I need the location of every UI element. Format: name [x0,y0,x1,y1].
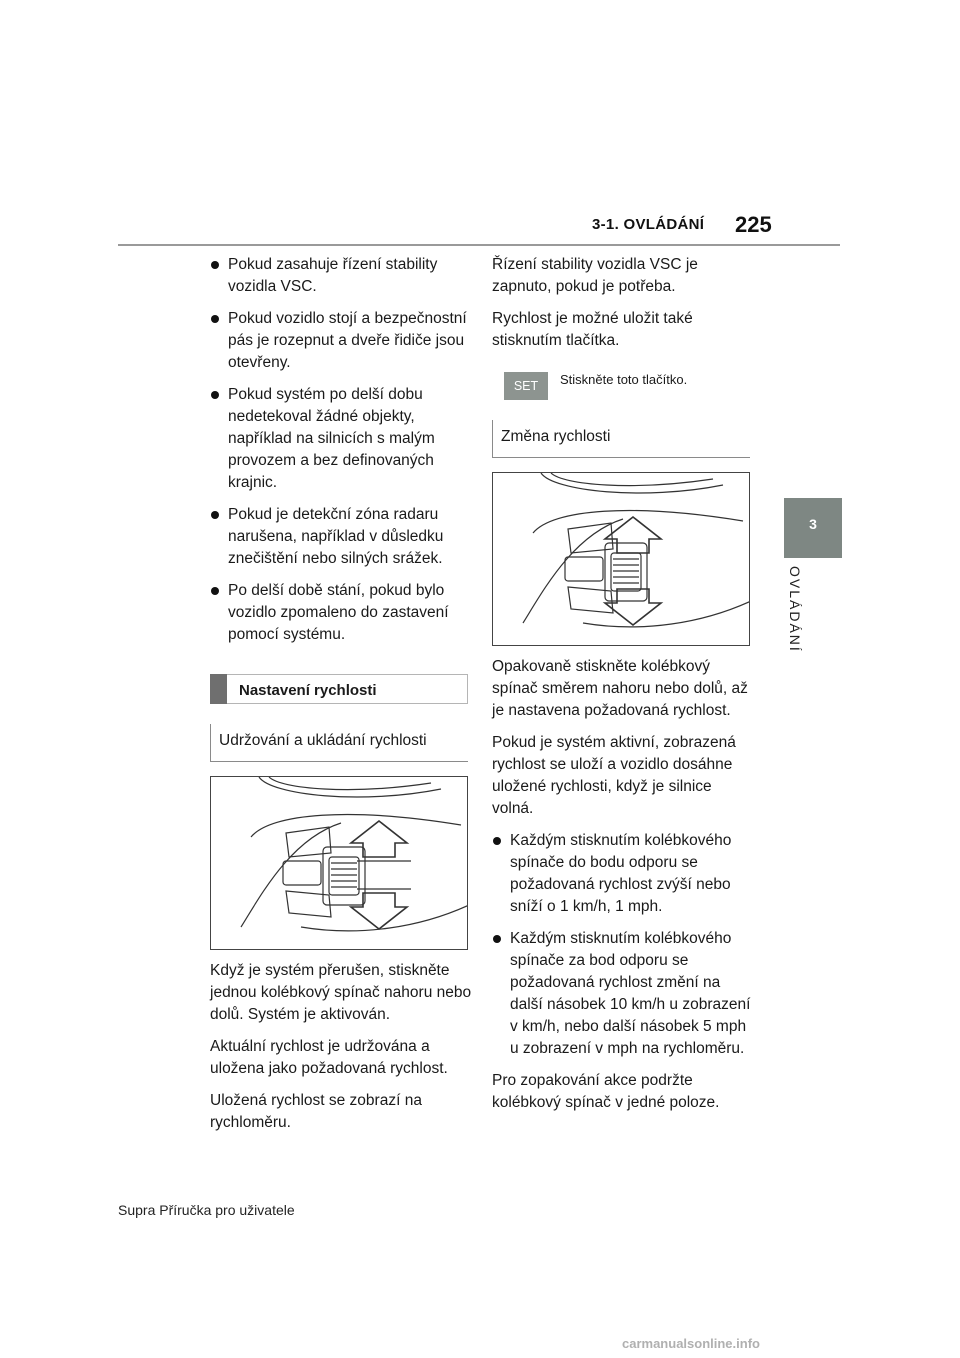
watermark: carmanualsonline.info [622,1336,760,1351]
set-button-row [504,366,754,406]
paragraph: Řízení stability vozidla VSC je zapnuto, pokud je potřeba. [492,256,698,295]
chapter-tab [784,498,842,558]
paragraph: Aktuální rychlost je udržována a uložena jako požadovaná rychlost. [210,1038,448,1077]
paragraph: Pokud je systém aktivní, zobrazená rychlost se uloží a vozidlo dosáhne uložené rychlosti, když je silnice volná. [492,734,736,817]
list-item: Po delší době stání, pokud bylo vozidlo zpomaleno do zastavení pomocí systému. [210,580,472,646]
subheading-maintain-speed: Udržování a ukládání rychlosti [210,724,468,762]
chapter-number: 3 [809,516,817,532]
header-divider [118,244,840,246]
paragraph: Opakovaně stiskněte kolébkový spínač směrem nahoru nebo dolů, až je nastavena požadovaná rychlost. [492,658,748,719]
list-item: Pokud systém po delší dobu nedetekoval žádné objekty, například na silnicích s malým provozem a bez definovaných krajnic. [210,384,472,494]
section-heading-label: Nastavení rychlosti [239,682,377,699]
section-heading [210,674,468,704]
list-item: Pokud zasahuje řízení stability vozidla VSC. [210,254,472,298]
page-number: 225 [735,212,772,237]
left-column [210,254,472,1144]
steering-wheel-switch-illustration [492,472,750,646]
set-button-description: Stiskněte toto tlačítko. [560,372,688,387]
rocker-switch-drawing [493,473,750,646]
steering-wheel-switch-illustration [210,776,468,950]
set-button-icon: SET [504,372,548,400]
chapter-label: OVLÁDÁNÍ [787,566,803,653]
footer-manual-title: Supra Příručka pro uživatele [118,1202,295,1218]
subheading-change-speed: Změna rychlosti [492,420,750,458]
paragraph: Uložená rychlost se zobrazí na rychloměru. [210,1092,422,1131]
rocker-switch-drawing [211,777,468,950]
list-item: Každým stisknutím kolébkového spínače za bod odporu se požadovaná rychlost změní na další násobek 10 km/h u zobrazení v km/h, nebo další násobek 5 mph u zobrazení v mph na rychloměru. [492,928,754,1060]
list-item: Pokud vozidlo stojí a bezpečnostní pás je rozepnut a dveře řidiče jsou otevřeny. [210,308,472,374]
paragraph: Rychlost je možné uložit také stisknutím tlačítka. [492,310,693,349]
list-item: Každým stisknutím kolébkového spínače do bodu odporu se požadovaná rychlost zvýší nebo sníží o 1 km/h, 1 mph. [492,830,754,918]
header-section-title: 3-1. OVLÁDÁNÍ [592,216,705,233]
right-column [492,254,754,1124]
list-item: Pokud je detekční zóna radaru narušena, například v důsledku znečištění nebo silných srážek. [210,504,472,570]
paragraph: Když je systém přerušen, stiskněte jednou kolébkový spínač nahoru nebo dolů. Systém je aktivován. [210,962,472,1023]
section-heading-marker [210,674,227,704]
paragraph: Pro zopakování akce podržte kolébkový spínač v jedné poloze. [492,1072,720,1111]
